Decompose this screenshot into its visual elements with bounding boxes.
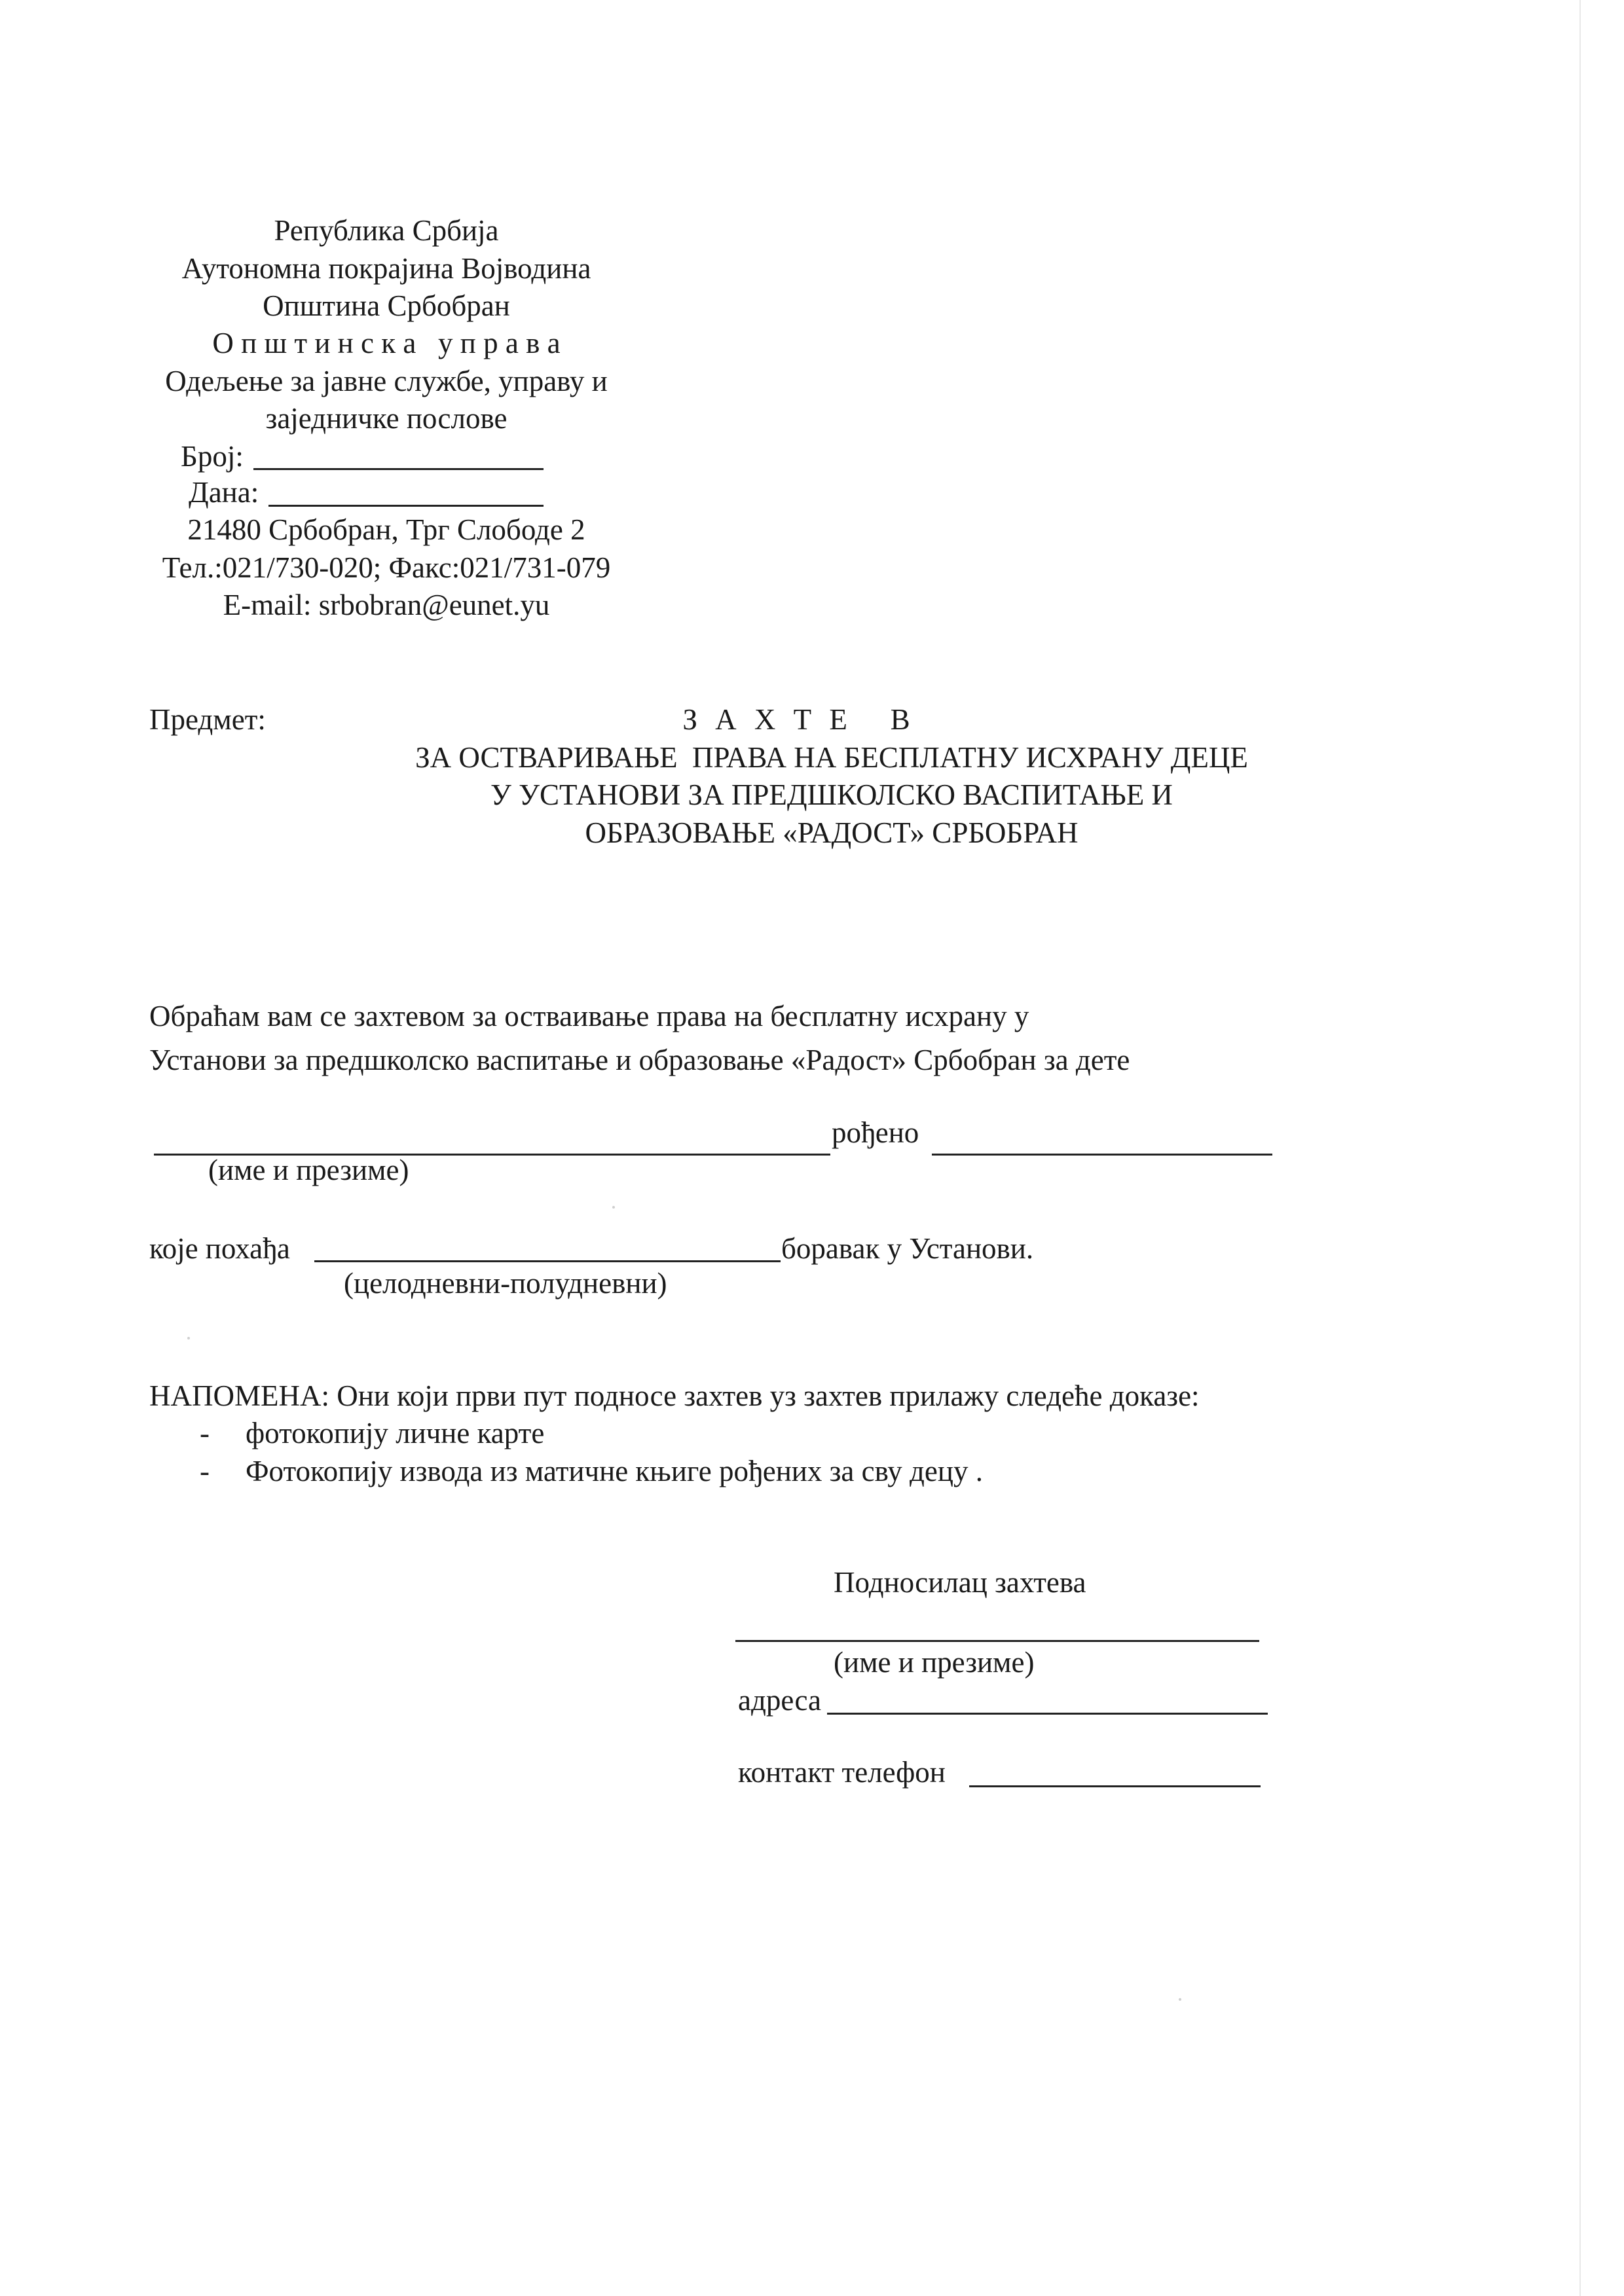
attends-label: које похађа [149,1232,290,1265]
note-item: фотокопију личне карте [246,1417,545,1449]
broj-field[interactable] [253,468,544,470]
subject-line-2: У УСТАНОВИ ЗА ПРЕДШКОЛСКО ВАСПИТАЊЕ И [490,778,1173,811]
header-phone: Тел.:021/730-020; Факс:021/731-079 [162,551,611,584]
header-email: E-mail: srbobran@eunet.yu [223,589,550,621]
note-bullet: - [200,1417,210,1449]
child-name-hint: (име и презиме) [208,1154,409,1186]
header-municipality: Општина Србобран [263,289,510,322]
body-paragraph-line-1: Обраћам вам се захтевом за остваивање права на бесплатну исхрану у [149,1000,1029,1032]
dana-label: Дана: [189,476,259,509]
broj-label: Број: [181,440,244,473]
note-text: НАПОМЕНА: Они који први пут подносе захтев уз захтев прилажу следеће доказе: [149,1379,1200,1412]
scan-speck [612,1206,615,1209]
applicant-name-hint: (име и презиме) [834,1646,1035,1679]
phone-label: контакт телефон [738,1756,946,1789]
phone-field[interactable] [969,1785,1261,1787]
subject-line-1: ЗА ОСТВАРИВАЊЕ ПРАВА НА БЕСПЛАТНУ ИСХРАНУ ДЕЦЕ [415,741,1248,774]
address-label: адреса [738,1684,821,1717]
stay-type-field[interactable] [314,1260,781,1262]
dana-field[interactable] [268,505,544,507]
subject-line-3: ОБРАЗОВАЊЕ «РАДОСТ» СРБОБРАН [585,816,1079,849]
address-field[interactable] [827,1713,1268,1715]
applicant-name-field[interactable] [735,1640,1259,1642]
subject-label: Предмет: [149,703,266,736]
note-bullet: - [200,1455,210,1487]
header-department: Одељење за јавне службе, управу и [165,365,608,397]
request-title: З А Х Т Е В [682,703,915,736]
body-paragraph-line-2: Установи за предшколско васпитање и образовање «Радост» Србобран за дете [149,1044,1130,1076]
scan-speck [1179,1998,1181,2001]
header-address: 21480 Србобран, Трг Слободе 2 [187,513,585,546]
scan-speck [187,1337,190,1339]
header-administration: О п ш т и н с к а у п р а в а [212,327,561,359]
birth-date-field[interactable] [932,1154,1272,1156]
applicant-label: Подносилац захтева [834,1566,1086,1599]
stay-label: боравак у Установи. [781,1232,1034,1265]
header-country: Република Србија [274,214,499,247]
born-label: рођено [832,1116,919,1149]
note-item: Фотокопију извода из матичне књиге рођених за сву децу . [246,1455,983,1487]
header-department-cont: заједничке послове [265,402,507,435]
scan-edge-right [1579,0,1581,2296]
header-province: Аутономна покрајина Војводина [181,252,591,285]
stay-type-hint: (целодневни-полудневни) [344,1267,667,1300]
